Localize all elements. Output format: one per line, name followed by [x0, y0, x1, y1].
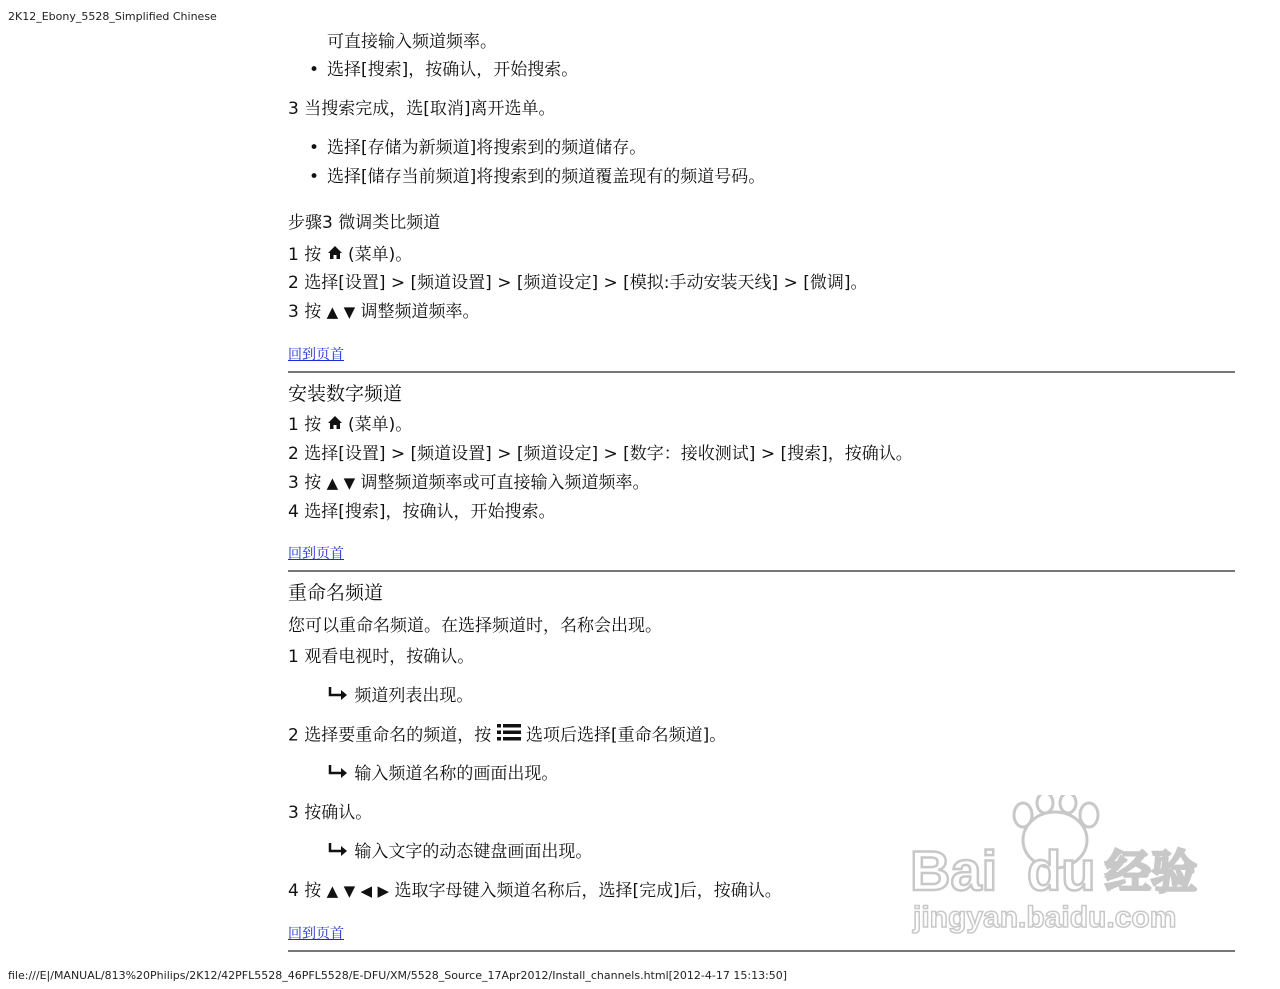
intro-text: 您可以重命名频道。在选择频道时，名称会出现。 — [288, 616, 662, 636]
page-header: 2K12_Ebony_5528_Simplified Chinese — [8, 10, 217, 23]
step-text: 2 选择要重命名的频道，按 — [288, 725, 492, 746]
options-list-icon — [497, 723, 521, 748]
back-to-top-link[interactable]: 回到页首 — [288, 546, 344, 562]
up-arrow-icon: ▲ — [326, 882, 339, 900]
result-arrow-icon — [327, 684, 349, 708]
step-line — [288, 879, 782, 903]
home-icon — [327, 413, 343, 437]
section-heading: 步骤3 微调类比频道 — [288, 213, 441, 233]
step-text: 3 按 — [288, 302, 322, 322]
bullet-icon: • — [309, 60, 320, 80]
left-arrow-icon: ◀ — [360, 882, 373, 900]
step-3-text: 3 当搜索完成，选[取消]离开选单。 — [288, 99, 556, 119]
bullet-icon: • — [309, 138, 320, 158]
result-line — [327, 684, 473, 708]
step-text: 2 选择[设置] > [频道设置] > [频道设定] > [模拟:手动安装天线] > [微调]。 — [288, 273, 868, 293]
svg-text:经验: 经验 — [1105, 846, 1197, 898]
step-text: 4 按 — [288, 881, 322, 901]
step-text: 3 按确认。 — [288, 803, 373, 823]
back-to-top-link[interactable]: 回到页首 — [288, 347, 344, 363]
step-line — [288, 300, 480, 324]
section-divider — [288, 950, 1235, 952]
step-text: 选项后选择[重命名频道]。 — [526, 725, 727, 746]
step-line — [288, 723, 726, 748]
list-item — [309, 136, 647, 160]
down-arrow-icon: ▼ — [343, 474, 356, 492]
list-item-text: 选择[储存当前频道]将搜索到的频道覆盖现有的频道号码。 — [327, 167, 766, 187]
result-text: 输入文字的动态键盘画面出现。 — [354, 842, 593, 862]
step-text: 1 按 — [288, 415, 322, 435]
result-text: 频道列表出现。 — [354, 686, 474, 706]
result-line — [327, 840, 592, 864]
result-text: 输入频道名称的画面出现。 — [354, 764, 559, 784]
down-arrow-icon: ▼ — [343, 303, 356, 321]
section-heading: 重命名频道 — [288, 582, 384, 604]
up-arrow-icon: ▲ — [326, 303, 339, 321]
result-arrow-icon — [327, 840, 349, 864]
svg-text:jingyan.baidu.com: jingyan.baidu.com — [913, 901, 1177, 934]
home-icon — [327, 243, 343, 267]
step-line — [288, 243, 412, 267]
step-text: (菜单)。 — [348, 245, 413, 265]
step-line — [288, 471, 650, 495]
up-arrow-icon: ▲ — [326, 474, 339, 492]
step-text: 1 按 — [288, 245, 322, 265]
list-item-text: 选择[搜索]，按确认，开始搜索。 — [327, 60, 579, 80]
step-line — [288, 413, 412, 437]
svg-text:Bai: Bai — [910, 839, 998, 902]
list-item-text: 选择[存储为新频道]将搜索到的频道储存。 — [327, 138, 647, 158]
baidu-watermark — [905, 795, 1205, 940]
result-arrow-icon — [327, 762, 349, 786]
section-heading: 安装数字频道 — [288, 383, 403, 405]
svg-text:du: du — [1027, 839, 1096, 902]
step-text: 3 按 — [288, 473, 322, 493]
step-text: 选取字母键入频道名称后，选择[完成]后，按确认。 — [394, 881, 782, 901]
step-text: 4 选择[搜索]，按确认，开始搜索。 — [288, 502, 556, 522]
step-text: 调整频道频率或可直接输入频道频率。 — [360, 473, 650, 493]
bullet-icon: • — [309, 167, 320, 187]
page-footer: file:///E|/MANUAL/813%20Philips/2K12/42PFL5528_46PFL5528/E-DFU/XM/5528_Source_17Apr2012/Install_channels.html[2012-4-17 15:13:50] — [8, 969, 788, 982]
back-to-top-link[interactable]: 回到页首 — [288, 926, 344, 942]
result-line — [327, 762, 558, 786]
step-text: 1 观看电视时，按确认。 — [288, 647, 475, 667]
down-arrow-icon: ▼ — [343, 882, 356, 900]
step-text: 调整频道频率。 — [360, 302, 480, 322]
list-item — [309, 165, 766, 189]
step-text: 2 选择[设置] > [频道设置] > [频道设定] > [数字：接收测试] > [搜索]，按确认。 — [288, 444, 913, 464]
right-arrow-icon: ▶ — [377, 882, 390, 900]
list-item — [309, 58, 579, 82]
section-divider — [288, 570, 1235, 572]
continued-text: 可直接输入频道频率。 — [327, 32, 497, 52]
step-text: (菜单)。 — [348, 415, 413, 435]
section-divider — [288, 371, 1235, 373]
